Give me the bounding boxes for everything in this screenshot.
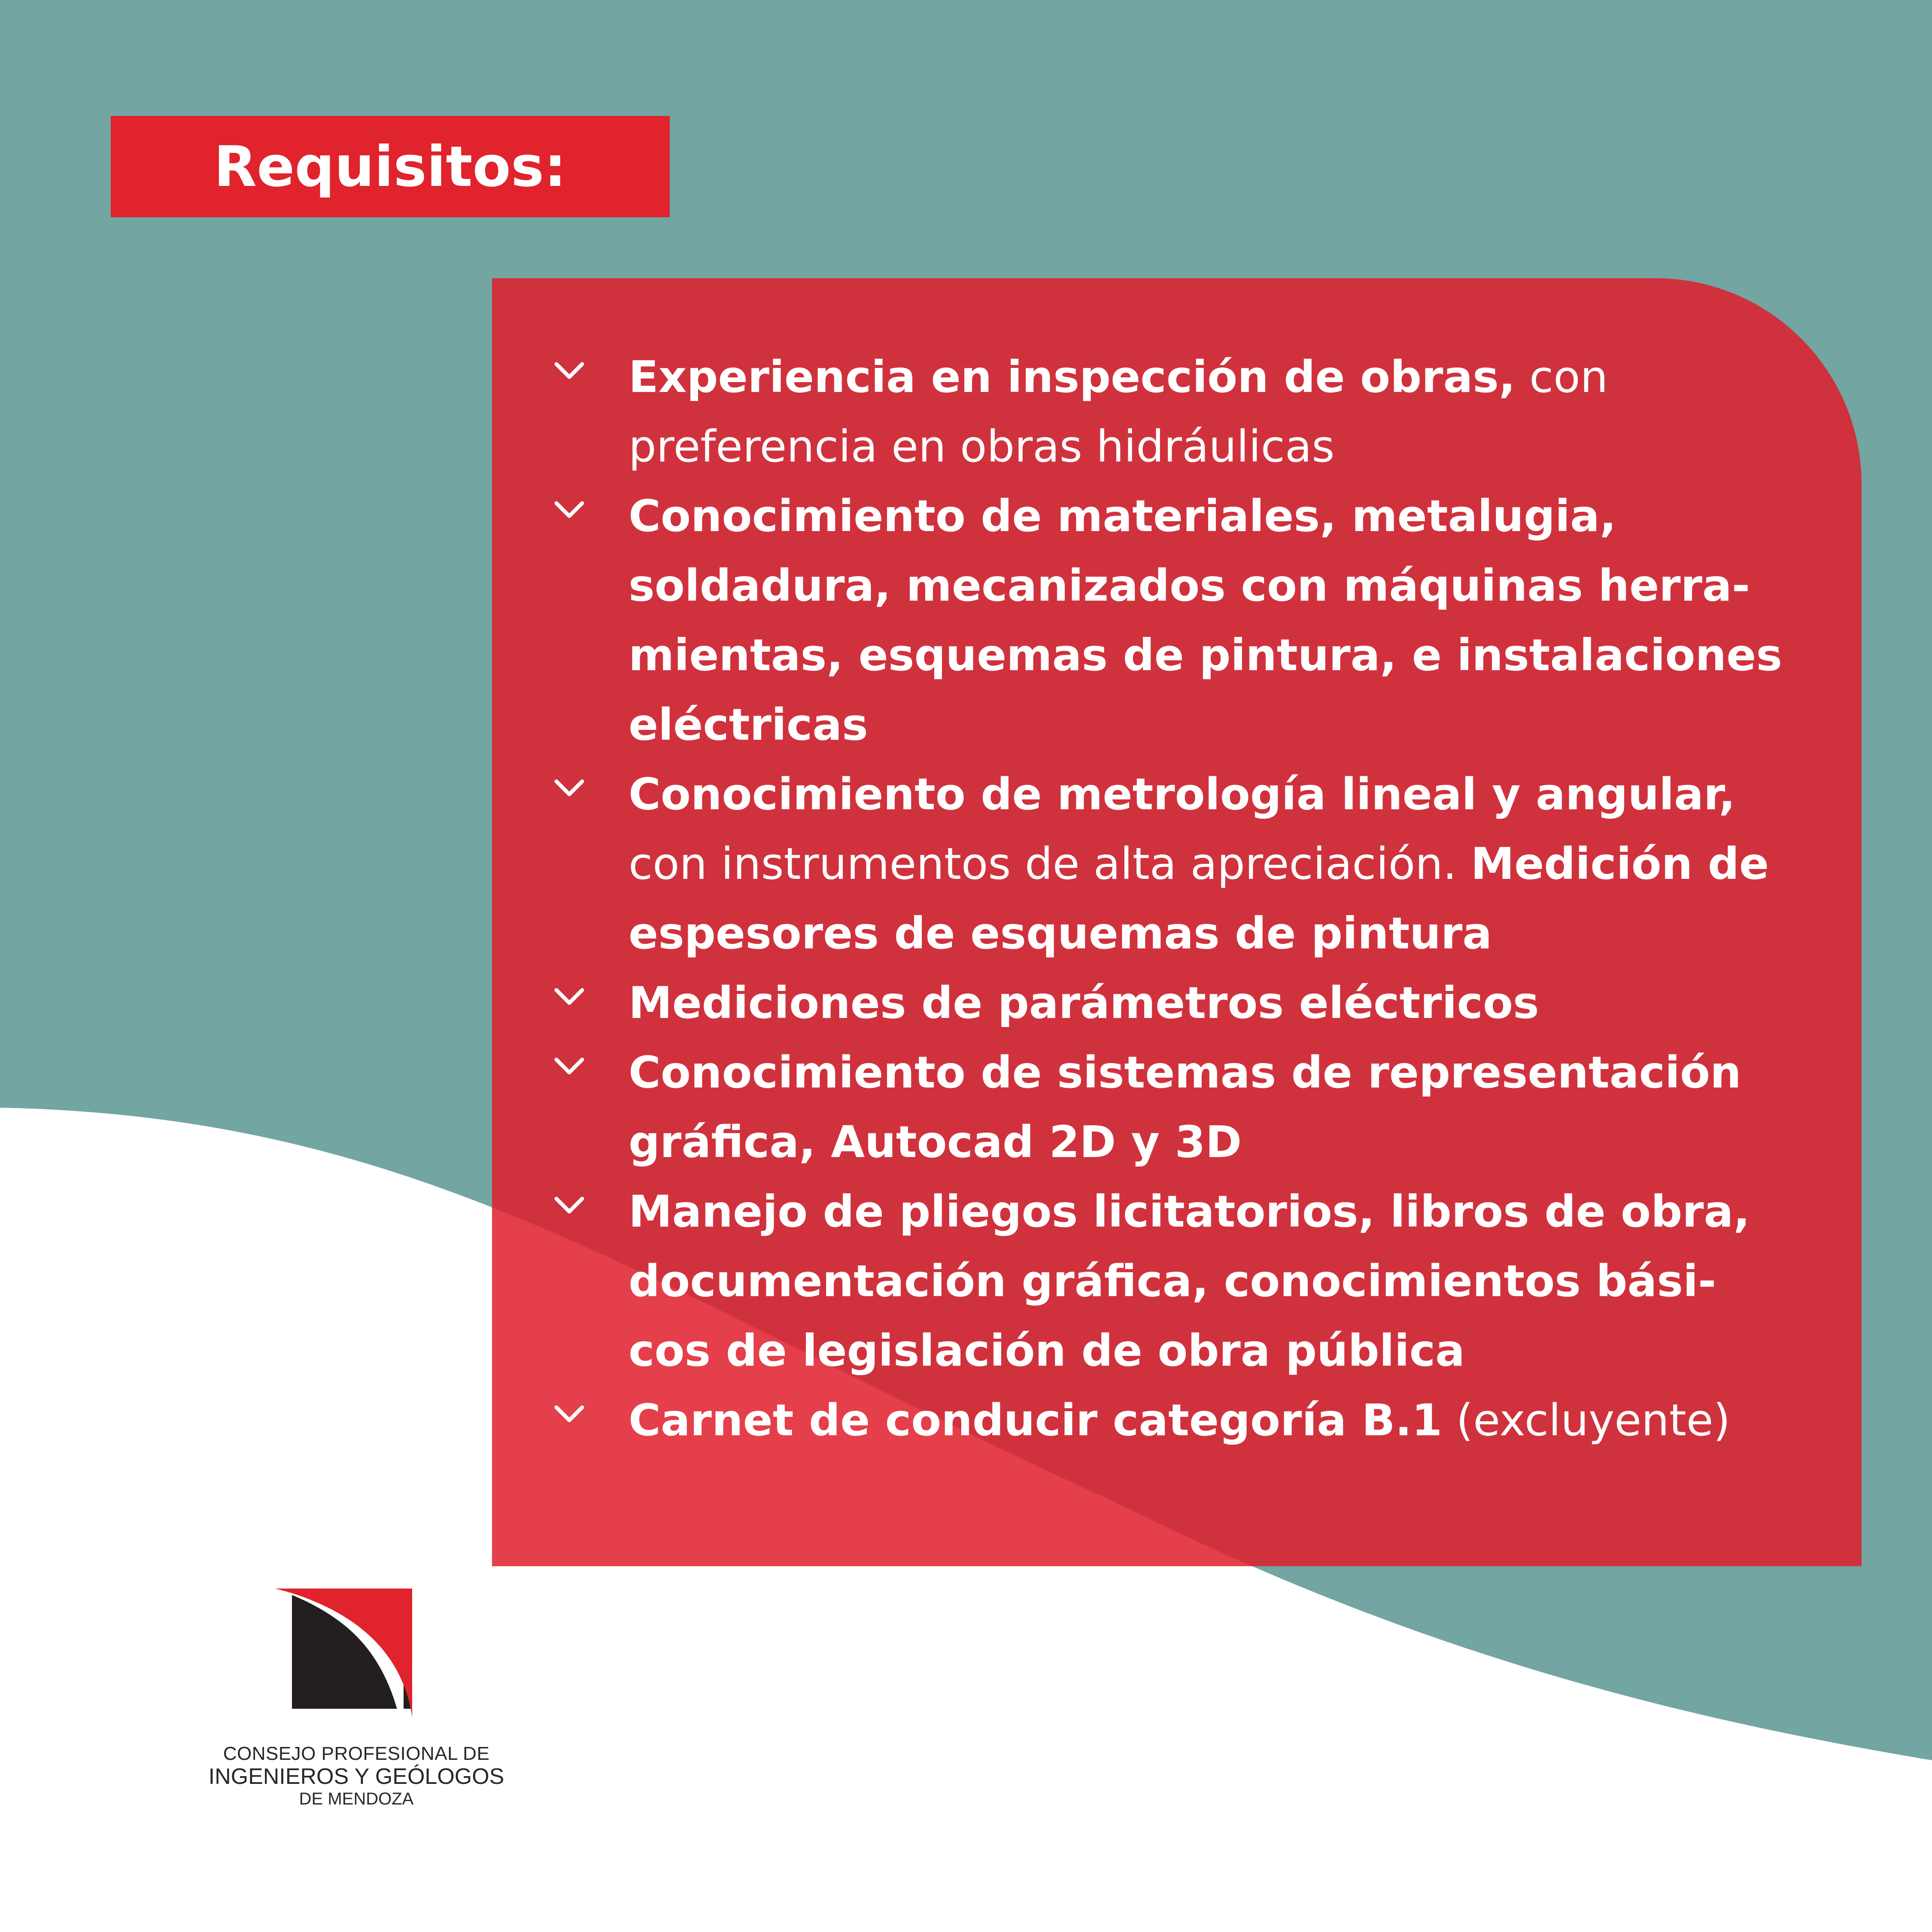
list-item [492, 482, 1862, 760]
requirement-bold-text: Carnet de conducir categoría B.1 [629, 1395, 1443, 1446]
chevron-down-icon [552, 1397, 586, 1431]
list-item [492, 1386, 1862, 1455]
list-item [492, 1177, 1862, 1386]
requirement-bold-text: Conocimiento de materiales, metalugia, soldadura, mecanizados con máquinas herra-mientas, esquemas de pintura, e instalaciones eléctricas [629, 491, 1783, 750]
list-item [492, 1038, 1862, 1177]
chevron-down-icon [552, 980, 586, 1014]
logo-line-2: INGENIEROS Y GEÓLOGOS [208, 1764, 504, 1789]
requirement-bold-text: Mediciones de parámetros eléctricos [629, 978, 1539, 1029]
chevron-down-icon [552, 1188, 586, 1223]
chevron-down-icon [552, 771, 586, 805]
requirement-light-text: con instrumentos de alta apreciación. [629, 838, 1471, 890]
requirements-panel [492, 278, 1862, 1566]
list-item [492, 760, 1862, 969]
logo-line-3: DE MENDOZA [299, 1789, 414, 1808]
chevron-down-icon [552, 354, 586, 388]
logo-text [206, 1743, 507, 1808]
requirement-bold-text-2: Medición de espesores de esquemas de pintura [629, 838, 1769, 959]
requirement-bold-text: Conocimiento de sistemas de representación gráfica, Autocad 2D y 3D [629, 1047, 1741, 1168]
chevron-down-icon [552, 493, 586, 527]
page-title: Requisitos: [214, 134, 567, 199]
requirement-bold-text: Manejo de pliegos licitatorios, libros de obra, documentación gráfica, conocimientos bási-cos de legislación de obra pública [629, 1186, 1750, 1376]
list-item [492, 343, 1862, 482]
title-banner [111, 116, 670, 217]
requirement-light-text: (excluyente) [1442, 1395, 1731, 1446]
logo-mark-icon [275, 1580, 421, 1726]
requirements-list [492, 343, 1862, 1455]
requirement-light-text: con preferencia en obras hidráulicas [629, 352, 1608, 472]
list-item [492, 969, 1862, 1038]
requirement-bold-text: Experiencia en inspección de obras, [629, 352, 1516, 403]
organization-logo [206, 1580, 507, 1820]
requirement-bold-text: Conocimiento de metrología lineal y angular, [629, 769, 1736, 820]
logo-line-1: CONSEJO PROFESIONAL DE [223, 1743, 490, 1764]
chevron-down-icon [552, 1049, 586, 1084]
